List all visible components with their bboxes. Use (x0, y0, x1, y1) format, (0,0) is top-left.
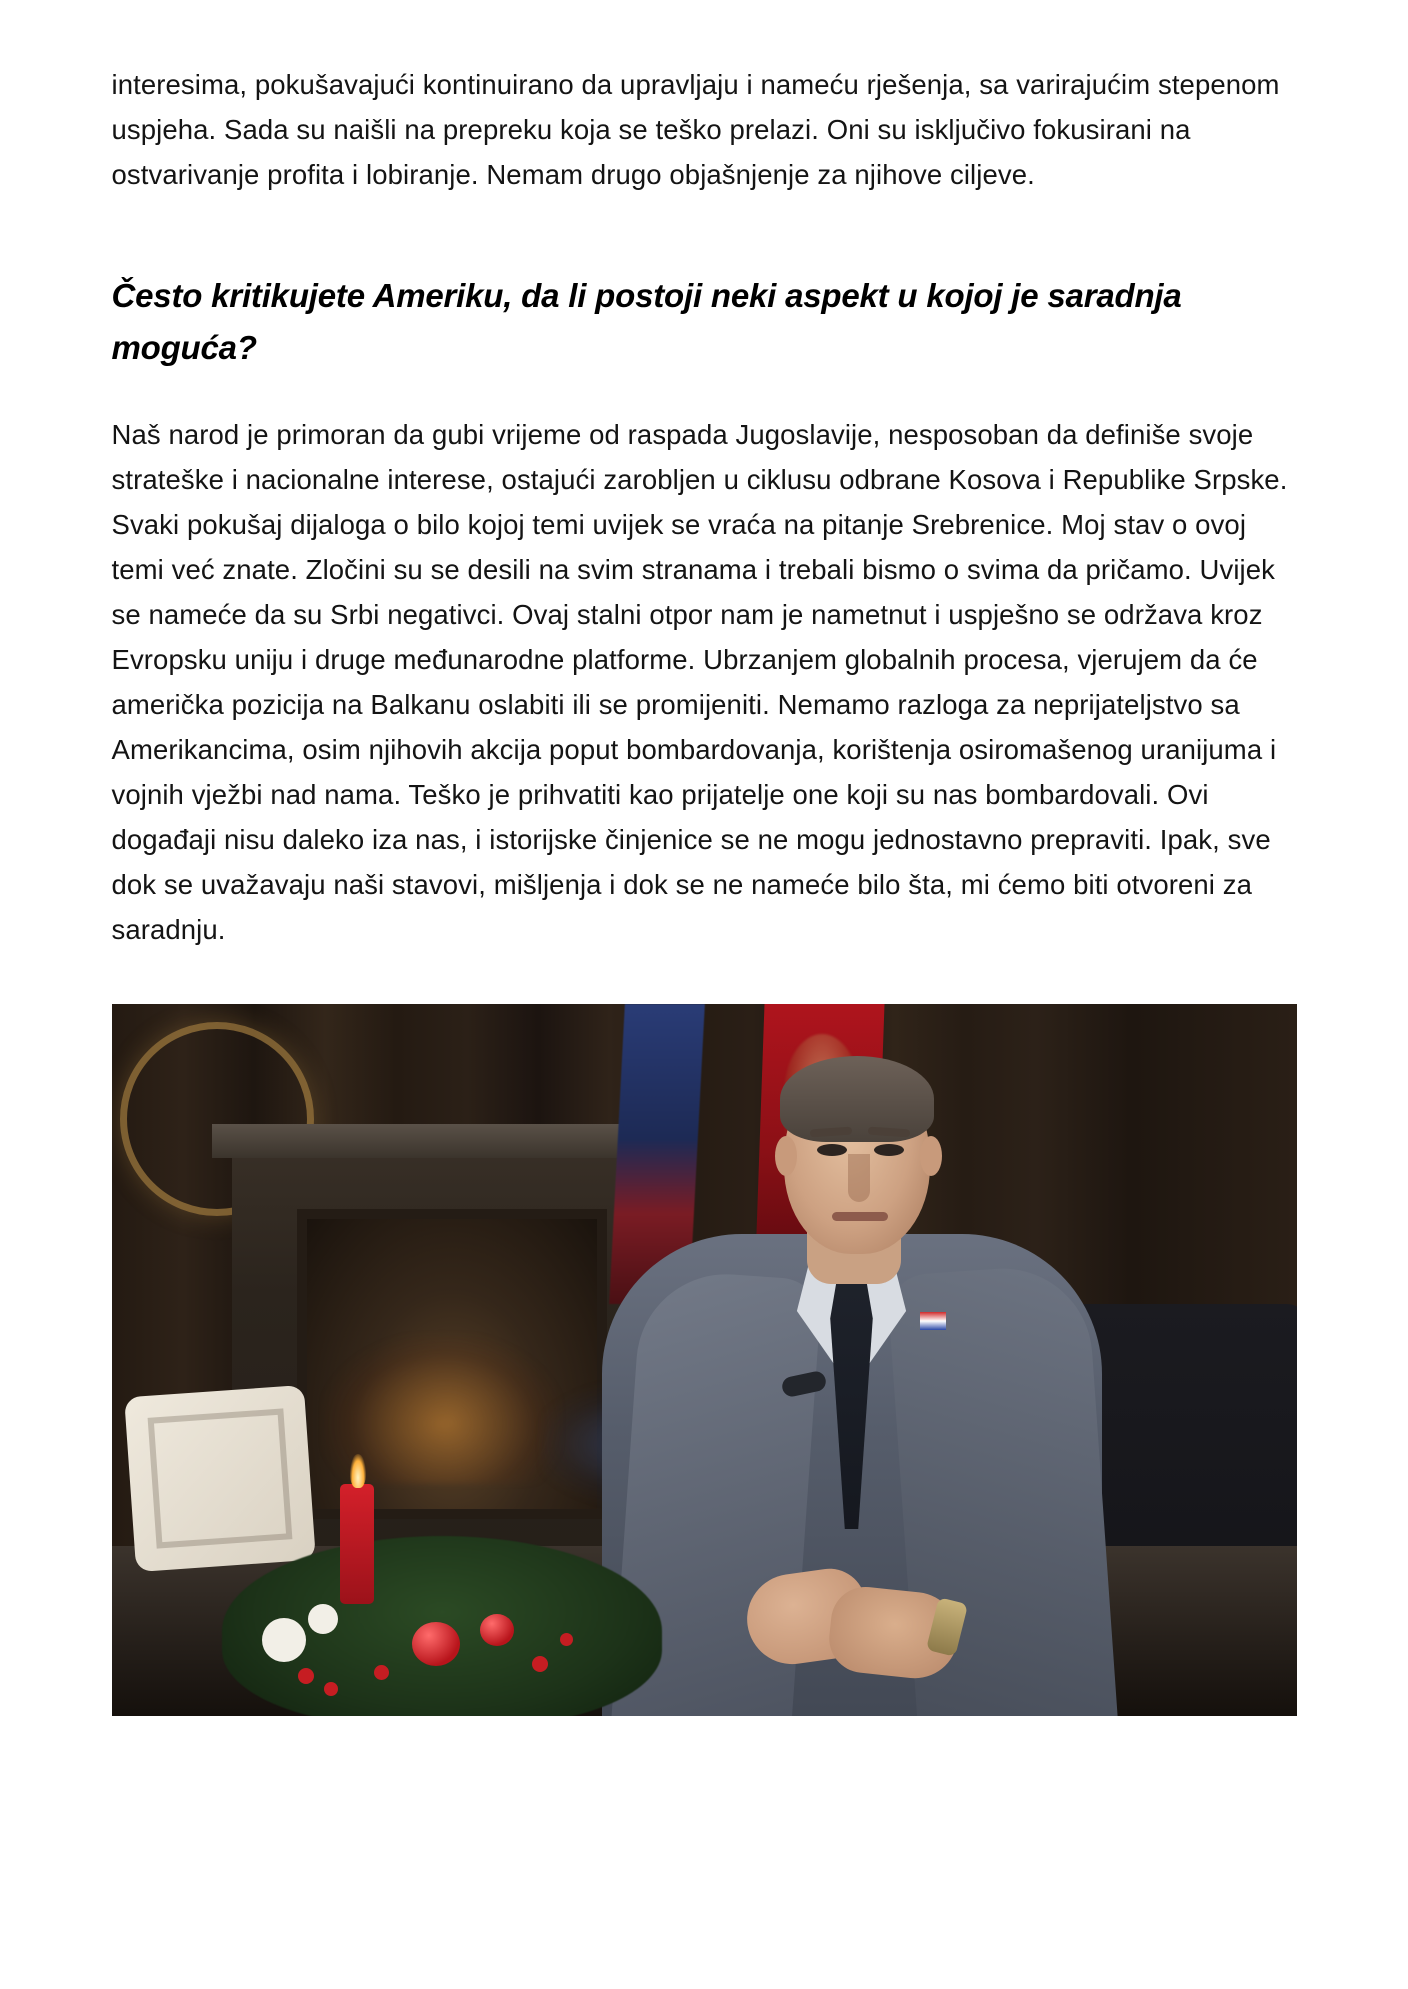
spacer (112, 207, 1297, 225)
hair (780, 1056, 934, 1142)
question-heading: Često kritikujete Ameriku, da li postoji neki aspekt u kojoj je saradnja moguća? (111, 277, 1182, 366)
interview-photo (112, 1004, 1297, 1716)
answer-paragraph: Naš narod je primoran da gubi vrijeme od raspada Jugoslavije, nesposoban da definiše svoje strateške i nacionalne interese, ostajući zarobljen u ciklusu odbrane Kosova i Republike Srpske. Svaki pokušaj dijaloga o bilo kojoj temi uvijek se vraća na pitanje Srebrenice. Moj stav o ovoj temi već znate. Zločini su se desili na svim stranama i trebali bismo o svima da pričamo. Uvijek se nameće da su Srbi negativci. Ovaj stalni otpor nam je nametnut i uspješno se održava kroz Evropsku uniju i druge međunarodne platforme. Ubrzanjem globalnih procesa, vjerujem da će američka pozicija na Balkanu oslabiti ili se promijeniti. Nemamo razloga za neprijateljstvo sa Amerikancima, osim njihovih akcija poput bombardovanja, korištenja osiromašenog uranijuma i vojnih vježbi nad nama. Teško je prihvatiti kao prijatelje one koji su nas bombardovali. Ovi događaji nisu daleko iza nas, i istorijske činjenice se ne mogu jednostavno prepraviti. Ipak, sve dok se uvažavaju naši stavovi, mišljenja i dok se ne nameće bilo šta, mi ćemo biti otvoreni za saradnju. (111, 419, 1288, 945)
berry-decor (324, 1682, 338, 1696)
snow-decor (262, 1618, 306, 1662)
berry-decor (560, 1633, 573, 1646)
eye-right (874, 1144, 904, 1156)
berry-decor (532, 1656, 548, 1672)
berry-decor (374, 1665, 389, 1680)
photo-figure (112, 1004, 1297, 1716)
ear-right (920, 1136, 942, 1176)
paragraph-continuation: interesima, pokušavajući kontinuirano da upravljaju i nameću rješenja, sa varirajućim stepenom uspjeha. Sada su naišli na prepreku koja se teško prelazi. Oni su isključivo fokusirani na ostvarivanje profita i lobiranje. Nemam drugo objašnjenje za njihove ciljeve. (111, 69, 1280, 190)
berry-decor (298, 1668, 314, 1684)
ornament-decor (412, 1622, 460, 1666)
nose (848, 1154, 870, 1202)
article-content (112, 62, 1297, 1716)
candle-flame-icon (350, 1454, 366, 1488)
mouth (832, 1212, 888, 1221)
cushion (124, 1385, 316, 1572)
snow-decor (308, 1604, 338, 1634)
ear-left (775, 1136, 797, 1176)
ornament-decor (480, 1614, 514, 1646)
eye-left (817, 1144, 847, 1156)
flag-lapel-pin-icon (920, 1312, 946, 1330)
candle (340, 1484, 374, 1604)
